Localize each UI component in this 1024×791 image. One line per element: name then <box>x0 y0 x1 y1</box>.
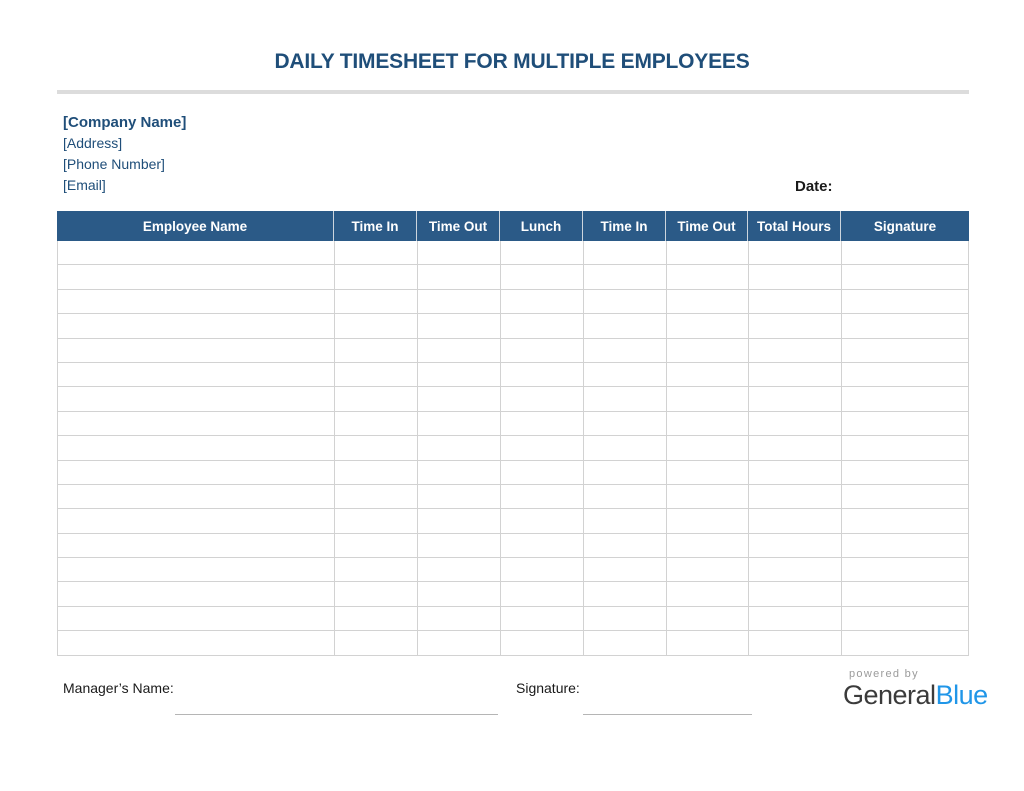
table-cell <box>58 558 335 581</box>
manager-name-label: Manager’s Name: <box>63 680 174 696</box>
table-cell <box>584 290 667 313</box>
table-row <box>58 436 968 460</box>
table-cell <box>335 339 418 362</box>
signature-label: Signature: <box>516 680 580 696</box>
table-cell <box>58 485 335 508</box>
table-cell <box>335 631 418 654</box>
table-cell <box>749 461 842 484</box>
table-cell <box>842 314 968 337</box>
table-cell <box>418 265 501 288</box>
table-cell <box>501 607 584 630</box>
table-cell <box>667 558 749 581</box>
table-cell <box>584 436 667 459</box>
table-cell <box>335 412 418 435</box>
table-cell <box>501 290 584 313</box>
table-cell <box>584 509 667 532</box>
table-row <box>58 582 968 606</box>
column-header-total-hours: Total Hours <box>748 211 841 241</box>
table-cell <box>418 582 501 605</box>
table-cell <box>501 509 584 532</box>
signature-blank-line <box>583 714 752 715</box>
table-cell <box>501 241 584 264</box>
table-cell <box>584 387 667 410</box>
table-cell <box>501 631 584 654</box>
table-cell <box>842 631 968 654</box>
table-cell <box>58 509 335 532</box>
table-cell <box>584 412 667 435</box>
table-cell <box>58 582 335 605</box>
table-cell <box>667 314 749 337</box>
table-cell <box>58 607 335 630</box>
table-cell <box>842 412 968 435</box>
table-cell <box>335 485 418 508</box>
table-row <box>58 558 968 582</box>
column-header-signature: Signature <box>873 218 937 234</box>
table-cell <box>58 412 335 435</box>
table-cell <box>584 631 667 654</box>
table-cell <box>584 461 667 484</box>
table-cell <box>842 363 968 386</box>
table-cell <box>58 241 335 264</box>
table-row <box>58 339 968 363</box>
table-cell <box>501 363 584 386</box>
table-cell <box>749 387 842 410</box>
table-cell <box>584 607 667 630</box>
column-header-time-in-1: Time In <box>334 211 417 241</box>
table-cell <box>58 265 335 288</box>
table-cell <box>842 436 968 459</box>
table-cell <box>749 631 842 654</box>
generalblue-logo <box>843 668 988 710</box>
table-cell <box>335 558 418 581</box>
table-cell <box>842 265 968 288</box>
table-cell <box>58 314 335 337</box>
table-cell <box>584 314 667 337</box>
table-cell <box>418 314 501 337</box>
table-cell <box>667 412 749 435</box>
table-cell <box>842 290 968 313</box>
table-cell <box>418 558 501 581</box>
table-row <box>58 631 968 655</box>
table-cell <box>749 582 842 605</box>
table-cell <box>58 436 335 459</box>
table-cell <box>58 363 335 386</box>
timesheet-table <box>57 211 969 656</box>
table-cell <box>335 241 418 264</box>
table-cell <box>842 485 968 508</box>
table-cell <box>501 436 584 459</box>
table-cell <box>58 339 335 362</box>
table-cell <box>584 265 667 288</box>
column-header-employee-name: Employee Name <box>57 211 334 241</box>
table-cell <box>749 363 842 386</box>
table-cell <box>667 582 749 605</box>
table-cell <box>501 412 584 435</box>
table-row <box>58 241 968 265</box>
table-row <box>58 290 968 314</box>
table-cell <box>842 558 968 581</box>
table-cell <box>749 339 842 362</box>
table-cell <box>335 461 418 484</box>
table-cell <box>667 607 749 630</box>
table-cell <box>667 461 749 484</box>
table-row <box>58 314 968 338</box>
table-cell <box>335 436 418 459</box>
table-cell <box>584 363 667 386</box>
table-cell <box>335 363 418 386</box>
table-cell <box>749 436 842 459</box>
table-cell <box>842 241 968 264</box>
brand-general-text: General <box>843 680 936 710</box>
table-cell <box>501 534 584 557</box>
table-cell <box>749 509 842 532</box>
company-address-placeholder: [Address] <box>63 135 123 151</box>
table-cell <box>749 265 842 288</box>
table-cell <box>667 436 749 459</box>
company-email-placeholder: [Email] <box>63 177 106 193</box>
table-cell <box>584 534 667 557</box>
table-row <box>58 607 968 631</box>
manager-name-blank-line <box>175 714 498 715</box>
table-cell <box>749 314 842 337</box>
table-cell <box>335 509 418 532</box>
brand-blue-text: Blue <box>935 680 988 710</box>
table-row <box>58 485 968 509</box>
table-row <box>58 265 968 289</box>
table-row <box>58 387 968 411</box>
table-cell <box>335 582 418 605</box>
table-cell <box>749 558 842 581</box>
column-header-lunch: Lunch <box>500 211 583 241</box>
table-cell <box>335 265 418 288</box>
table-cell <box>335 387 418 410</box>
table-cell <box>749 290 842 313</box>
table-cell <box>501 485 584 508</box>
table-cell <box>418 363 501 386</box>
table-cell <box>749 412 842 435</box>
table-cell <box>749 485 842 508</box>
table-cell <box>584 241 667 264</box>
table-cell <box>749 534 842 557</box>
table-cell <box>501 558 584 581</box>
table-cell <box>667 387 749 410</box>
table-cell <box>584 485 667 508</box>
table-cell <box>418 339 501 362</box>
table-row <box>58 363 968 387</box>
table-cell <box>501 461 584 484</box>
table-cell <box>418 412 501 435</box>
table-cell <box>842 339 968 362</box>
table-row <box>58 461 968 485</box>
column-header-time-out-1: Time Out <box>417 211 500 241</box>
table-cell <box>58 387 335 410</box>
table-cell <box>58 461 335 484</box>
table-cell <box>667 509 749 532</box>
brand-wordmark <box>843 680 988 710</box>
table-cell <box>418 436 501 459</box>
column-header-time-out-2: Time Out <box>666 211 748 241</box>
date-label: Date: <box>795 178 833 195</box>
table-cell <box>584 582 667 605</box>
table-cell <box>501 265 584 288</box>
table-cell <box>418 241 501 264</box>
table-cell <box>335 534 418 557</box>
table-cell <box>749 241 842 264</box>
table-cell <box>418 534 501 557</box>
page-title: DAILY TIMESHEET FOR MULTIPLE EMPLOYEES <box>274 50 750 73</box>
table-cell <box>335 607 418 630</box>
table-cell <box>667 534 749 557</box>
table-cell <box>667 485 749 508</box>
table-cell <box>584 339 667 362</box>
table-cell <box>842 387 968 410</box>
table-row <box>58 509 968 533</box>
table-cell <box>667 631 749 654</box>
table-cell <box>418 387 501 410</box>
title-divider <box>57 90 969 94</box>
powered-by-text: powered by <box>849 668 919 680</box>
table-cell <box>501 314 584 337</box>
company-phone-placeholder: [Phone Number] <box>63 156 165 172</box>
table-cell <box>667 339 749 362</box>
table-cell <box>58 631 335 654</box>
table-cell <box>418 485 501 508</box>
table-cell <box>842 461 968 484</box>
table-cell <box>584 558 667 581</box>
table-cell <box>667 290 749 313</box>
table-cell <box>418 509 501 532</box>
table-cell <box>842 607 968 630</box>
table-cell <box>501 582 584 605</box>
company-info <box>63 112 186 196</box>
table-cell <box>501 387 584 410</box>
table-cell <box>667 363 749 386</box>
table-cell <box>418 631 501 654</box>
table-cell <box>418 461 501 484</box>
table-cell <box>335 314 418 337</box>
table-cell <box>335 290 418 313</box>
table-cell <box>667 241 749 264</box>
table-cell <box>58 534 335 557</box>
column-header-time-in-2: Time In <box>583 211 666 241</box>
table-cell <box>842 509 968 532</box>
table-row <box>58 534 968 558</box>
table-body <box>57 241 969 656</box>
table-cell <box>58 290 335 313</box>
table-cell <box>842 582 968 605</box>
table-row <box>58 412 968 436</box>
table-cell <box>749 607 842 630</box>
table-cell <box>667 265 749 288</box>
company-name-placeholder: [Company Name] <box>63 114 187 131</box>
table-cell <box>418 607 501 630</box>
table-cell <box>418 290 501 313</box>
table-cell <box>501 339 584 362</box>
table-cell <box>842 534 968 557</box>
table-header-row <box>57 211 969 241</box>
